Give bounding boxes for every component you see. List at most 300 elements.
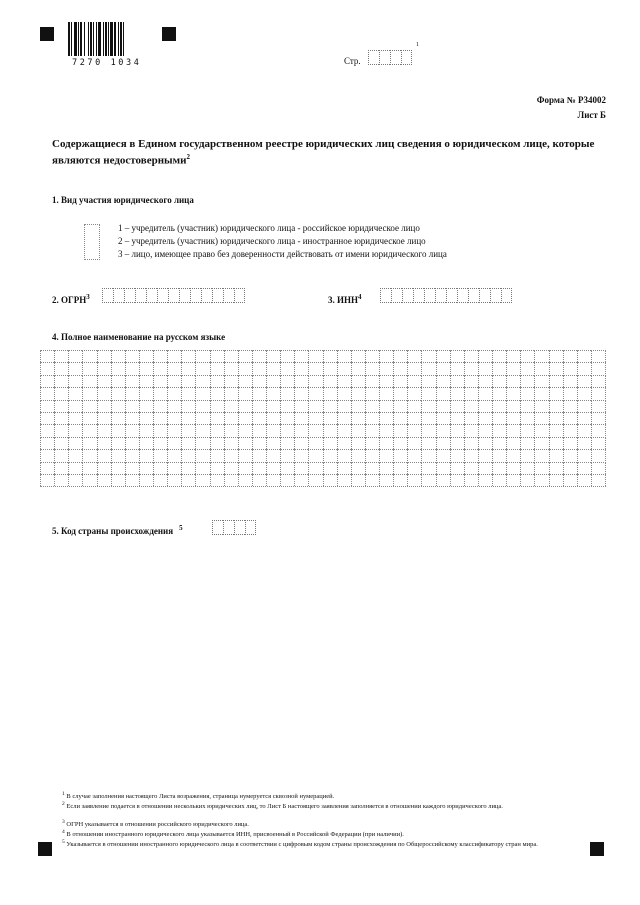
full-name-cell[interactable] (379, 362, 393, 374)
full-name-cell[interactable] (492, 362, 506, 374)
full-name-cell[interactable] (294, 449, 308, 461)
full-name-cell[interactable] (534, 474, 548, 486)
full-name-cell[interactable] (563, 387, 577, 399)
full-name-cell[interactable] (506, 474, 520, 486)
full-name-cell[interactable] (379, 350, 393, 362)
full-name-cell[interactable] (125, 400, 139, 412)
full-name-cell[interactable] (492, 449, 506, 461)
full-name-cell[interactable] (421, 400, 435, 412)
full-name-cell[interactable] (224, 474, 238, 486)
full-name-cell[interactable] (407, 400, 421, 412)
page-cell[interactable] (390, 50, 401, 65)
full-name-cell[interactable] (139, 412, 153, 424)
full-name-cell[interactable] (492, 462, 506, 474)
full-name-cell[interactable] (294, 437, 308, 449)
full-name-cell[interactable] (224, 424, 238, 436)
full-name-cell[interactable] (82, 387, 96, 399)
full-name-cell[interactable] (591, 350, 606, 362)
full-name-cell[interactable] (153, 462, 167, 474)
full-name-cell[interactable] (421, 424, 435, 436)
full-name-cell[interactable] (97, 412, 111, 424)
full-name-cell[interactable] (534, 437, 548, 449)
full-name-cell[interactable] (210, 474, 224, 486)
full-name-cell[interactable] (153, 437, 167, 449)
full-name-cell[interactable] (450, 375, 464, 387)
full-name-cell[interactable] (365, 424, 379, 436)
full-name-cell[interactable] (450, 412, 464, 424)
full-name-cell[interactable] (195, 350, 209, 362)
full-name-cell[interactable] (181, 474, 195, 486)
full-name-cell[interactable] (111, 474, 125, 486)
full-name-cell[interactable] (337, 350, 351, 362)
full-name-cell[interactable] (238, 412, 252, 424)
full-name-cell[interactable] (506, 437, 520, 449)
full-name-cell[interactable] (577, 375, 591, 387)
full-name-cell[interactable] (464, 362, 478, 374)
full-name-cell[interactable] (40, 387, 54, 399)
full-name-cell[interactable] (252, 375, 266, 387)
full-name-cell[interactable] (68, 474, 82, 486)
full-name-cell[interactable] (266, 362, 280, 374)
full-name-cell[interactable] (464, 412, 478, 424)
full-name-cell[interactable] (40, 474, 54, 486)
full-name-cell[interactable] (464, 350, 478, 362)
page-number-cells[interactable] (368, 50, 412, 65)
full-name-cell[interactable] (195, 412, 209, 424)
full-name-cell[interactable] (167, 474, 181, 486)
full-name-cell[interactable] (97, 462, 111, 474)
full-name-cell[interactable] (464, 474, 478, 486)
full-name-cell[interactable] (393, 449, 407, 461)
full-name-cell[interactable] (181, 350, 195, 362)
full-name-cell[interactable] (280, 412, 294, 424)
full-name-cell[interactable] (308, 387, 322, 399)
full-name-cell[interactable] (577, 449, 591, 461)
full-name-cell[interactable] (40, 375, 54, 387)
full-name-cell[interactable] (421, 387, 435, 399)
full-name-cell[interactable] (252, 462, 266, 474)
full-name-cell[interactable] (577, 474, 591, 486)
full-name-cell[interactable] (421, 412, 435, 424)
full-name-cell[interactable] (393, 375, 407, 387)
full-name-cell[interactable] (323, 350, 337, 362)
full-name-cell[interactable] (478, 400, 492, 412)
full-name-cell[interactable] (379, 437, 393, 449)
full-name-cell[interactable] (153, 387, 167, 399)
full-name-cell[interactable] (266, 350, 280, 362)
full-name-cell[interactable] (492, 412, 506, 424)
full-name-cell[interactable] (549, 474, 563, 486)
full-name-cell[interactable] (549, 424, 563, 436)
full-name-cell[interactable] (210, 449, 224, 461)
full-name-cell[interactable] (436, 412, 450, 424)
full-name-cell[interactable] (139, 462, 153, 474)
full-name-cell[interactable] (195, 437, 209, 449)
ogrn-cell[interactable] (201, 288, 212, 303)
full-name-cell[interactable] (54, 424, 68, 436)
full-name-cell[interactable] (393, 400, 407, 412)
full-name-cell[interactable] (68, 437, 82, 449)
full-name-cell[interactable] (577, 424, 591, 436)
full-name-cell[interactable] (577, 462, 591, 474)
full-name-cell[interactable] (337, 412, 351, 424)
full-name-cell[interactable] (111, 350, 125, 362)
full-name-cell[interactable] (365, 400, 379, 412)
full-name-cell[interactable] (351, 350, 365, 362)
inn-cell[interactable] (413, 288, 424, 303)
full-name-cell[interactable] (478, 474, 492, 486)
full-name-cell[interactable] (111, 412, 125, 424)
full-name-cell[interactable] (436, 474, 450, 486)
full-name-cell[interactable] (195, 387, 209, 399)
full-name-cell[interactable] (111, 375, 125, 387)
full-name-cell[interactable] (210, 400, 224, 412)
full-name-cell[interactable] (492, 424, 506, 436)
full-name-cell[interactable] (252, 412, 266, 424)
full-name-cell[interactable] (407, 387, 421, 399)
full-name-cell[interactable] (266, 474, 280, 486)
full-name-cell[interactable] (563, 462, 577, 474)
full-name-cell[interactable] (478, 387, 492, 399)
full-name-cell[interactable] (294, 424, 308, 436)
full-name-cell[interactable] (82, 375, 96, 387)
full-name-cell[interactable] (379, 412, 393, 424)
full-name-cell[interactable] (82, 350, 96, 362)
full-name-cell[interactable] (224, 387, 238, 399)
full-name-row[interactable] (40, 350, 606, 362)
full-name-cell[interactable] (238, 362, 252, 374)
full-name-cell[interactable] (506, 387, 520, 399)
full-name-cell[interactable] (591, 387, 606, 399)
full-name-row[interactable] (40, 437, 606, 449)
full-name-cell[interactable] (407, 424, 421, 436)
full-name-cell[interactable] (520, 424, 534, 436)
full-name-cell[interactable] (139, 400, 153, 412)
full-name-cell[interactable] (167, 350, 181, 362)
full-name-cell[interactable] (506, 412, 520, 424)
full-name-cell[interactable] (450, 474, 464, 486)
full-name-cell[interactable] (40, 462, 54, 474)
country-code-cell[interactable] (245, 520, 256, 535)
full-name-row[interactable] (40, 474, 606, 486)
full-name-cell[interactable] (252, 362, 266, 374)
full-name-cell[interactable] (266, 424, 280, 436)
full-name-cell[interactable] (379, 400, 393, 412)
full-name-cell[interactable] (125, 424, 139, 436)
full-name-cell[interactable] (68, 387, 82, 399)
inn-cell[interactable] (435, 288, 446, 303)
full-name-cell[interactable] (563, 449, 577, 461)
full-name-cell[interactable] (97, 449, 111, 461)
full-name-cell[interactable] (393, 437, 407, 449)
full-name-cell[interactable] (506, 449, 520, 461)
full-name-cell[interactable] (549, 387, 563, 399)
full-name-cell[interactable] (68, 412, 82, 424)
full-name-cell[interactable] (506, 362, 520, 374)
full-name-cell[interactable] (280, 437, 294, 449)
full-name-cell[interactable] (252, 449, 266, 461)
ogrn-cell[interactable] (146, 288, 157, 303)
full-name-cell[interactable] (54, 412, 68, 424)
full-name-cell[interactable] (450, 437, 464, 449)
full-name-cell[interactable] (238, 462, 252, 474)
full-name-cell[interactable] (365, 362, 379, 374)
full-name-cell[interactable] (40, 400, 54, 412)
full-name-cell[interactable] (421, 449, 435, 461)
full-name-cell[interactable] (308, 424, 322, 436)
full-name-cell[interactable] (520, 437, 534, 449)
inn-cell[interactable] (501, 288, 512, 303)
full-name-cell[interactable] (266, 437, 280, 449)
full-name-cell[interactable] (280, 387, 294, 399)
full-name-cell[interactable] (82, 424, 96, 436)
full-name-cell[interactable] (365, 350, 379, 362)
full-name-cell[interactable] (577, 400, 591, 412)
full-name-cell[interactable] (167, 362, 181, 374)
full-name-cell[interactable] (591, 449, 606, 461)
country-code-input[interactable] (212, 520, 256, 535)
full-name-cell[interactable] (450, 424, 464, 436)
full-name-cell[interactable] (591, 375, 606, 387)
full-name-row[interactable] (40, 424, 606, 436)
full-name-cell[interactable] (181, 375, 195, 387)
ogrn-cell[interactable] (113, 288, 124, 303)
full-name-cell[interactable] (577, 437, 591, 449)
full-name-cell[interactable] (323, 424, 337, 436)
full-name-cell[interactable] (68, 462, 82, 474)
full-name-cell[interactable] (478, 449, 492, 461)
full-name-cell[interactable] (365, 449, 379, 461)
full-name-cell[interactable] (393, 350, 407, 362)
full-name-cell[interactable] (591, 474, 606, 486)
full-name-cell[interactable] (534, 462, 548, 474)
full-name-cell[interactable] (478, 437, 492, 449)
full-name-cell[interactable] (40, 412, 54, 424)
full-name-cell[interactable] (323, 387, 337, 399)
full-name-cell[interactable] (337, 437, 351, 449)
full-name-cell[interactable] (238, 449, 252, 461)
full-name-cell[interactable] (365, 375, 379, 387)
full-name-cell[interactable] (125, 387, 139, 399)
full-name-cell[interactable] (534, 350, 548, 362)
full-name-cell[interactable] (181, 400, 195, 412)
full-name-cell[interactable] (549, 449, 563, 461)
full-name-cell[interactable] (195, 375, 209, 387)
full-name-cell[interactable] (379, 449, 393, 461)
full-name-cell[interactable] (563, 424, 577, 436)
full-name-cell[interactable] (577, 412, 591, 424)
full-name-cell[interactable] (407, 474, 421, 486)
full-name-cell[interactable] (351, 449, 365, 461)
full-name-cell[interactable] (379, 462, 393, 474)
full-name-cell[interactable] (577, 350, 591, 362)
full-name-cell[interactable] (421, 362, 435, 374)
full-name-cell[interactable] (421, 350, 435, 362)
full-name-cell[interactable] (337, 474, 351, 486)
full-name-cell[interactable] (97, 362, 111, 374)
full-name-cell[interactable] (379, 474, 393, 486)
full-name-cell[interactable] (308, 375, 322, 387)
full-name-cell[interactable] (54, 449, 68, 461)
full-name-cell[interactable] (252, 424, 266, 436)
full-name-cell[interactable] (82, 437, 96, 449)
inn-cell[interactable] (380, 288, 391, 303)
full-name-cell[interactable] (492, 400, 506, 412)
full-name-cell[interactable] (577, 387, 591, 399)
full-name-cell[interactable] (421, 375, 435, 387)
full-name-cell[interactable] (506, 350, 520, 362)
full-name-cell[interactable] (181, 424, 195, 436)
full-name-cell[interactable] (308, 437, 322, 449)
full-name-cell[interactable] (436, 387, 450, 399)
full-name-cell[interactable] (351, 437, 365, 449)
full-name-cell[interactable] (563, 412, 577, 424)
full-name-cell[interactable] (54, 462, 68, 474)
full-name-cell[interactable] (40, 424, 54, 436)
full-name-cell[interactable] (464, 424, 478, 436)
full-name-cell[interactable] (125, 412, 139, 424)
ogrn-cell[interactable] (190, 288, 201, 303)
full-name-cell[interactable] (153, 362, 167, 374)
full-name-cell[interactable] (82, 362, 96, 374)
full-name-cell[interactable] (308, 400, 322, 412)
full-name-cell[interactable] (393, 462, 407, 474)
full-name-cell[interactable] (167, 387, 181, 399)
full-name-cell[interactable] (464, 437, 478, 449)
full-name-cell[interactable] (478, 412, 492, 424)
full-name-cell[interactable] (436, 437, 450, 449)
full-name-cell[interactable] (153, 449, 167, 461)
full-name-row[interactable] (40, 400, 606, 412)
full-name-cell[interactable] (139, 474, 153, 486)
full-name-cell[interactable] (478, 362, 492, 374)
full-name-cell[interactable] (167, 437, 181, 449)
full-name-cell[interactable] (308, 474, 322, 486)
full-name-cell[interactable] (393, 362, 407, 374)
full-name-cell[interactable] (54, 474, 68, 486)
full-name-cell[interactable] (153, 412, 167, 424)
full-name-cell[interactable] (337, 387, 351, 399)
ogrn-cell[interactable] (179, 288, 190, 303)
full-name-cell[interactable] (436, 350, 450, 362)
full-name-row[interactable] (40, 412, 606, 424)
full-name-cell[interactable] (450, 387, 464, 399)
full-name-cell[interactable] (520, 375, 534, 387)
full-name-row[interactable] (40, 462, 606, 474)
full-name-cell[interactable] (54, 375, 68, 387)
full-name-cell[interactable] (450, 462, 464, 474)
full-name-cell[interactable] (266, 449, 280, 461)
full-name-cell[interactable] (520, 462, 534, 474)
full-name-cell[interactable] (549, 462, 563, 474)
full-name-cell[interactable] (224, 400, 238, 412)
full-name-cell[interactable] (520, 362, 534, 374)
full-name-cell[interactable] (125, 375, 139, 387)
full-name-cell[interactable] (181, 362, 195, 374)
full-name-cell[interactable] (337, 462, 351, 474)
full-name-cell[interactable] (379, 375, 393, 387)
full-name-cell[interactable] (266, 412, 280, 424)
full-name-cell[interactable] (478, 462, 492, 474)
full-name-cell[interactable] (167, 400, 181, 412)
full-name-cell[interactable] (125, 462, 139, 474)
full-name-cell[interactable] (181, 387, 195, 399)
full-name-cell[interactable] (365, 437, 379, 449)
full-name-cell[interactable] (506, 424, 520, 436)
full-name-cell[interactable] (478, 375, 492, 387)
full-name-cell[interactable] (181, 412, 195, 424)
full-name-cell[interactable] (337, 449, 351, 461)
full-name-cell[interactable] (167, 424, 181, 436)
full-name-cell[interactable] (351, 412, 365, 424)
full-name-cell[interactable] (591, 424, 606, 436)
full-name-cell[interactable] (125, 350, 139, 362)
full-name-cell[interactable] (82, 449, 96, 461)
full-name-cell[interactable] (153, 400, 167, 412)
full-name-cell[interactable] (224, 437, 238, 449)
full-name-cell[interactable] (450, 350, 464, 362)
full-name-cell[interactable] (534, 449, 548, 461)
ogrn-cell[interactable] (157, 288, 168, 303)
full-name-cell[interactable] (54, 350, 68, 362)
full-name-cell[interactable] (549, 362, 563, 374)
inn-cell[interactable] (424, 288, 435, 303)
full-name-cell[interactable] (195, 362, 209, 374)
full-name-cell[interactable] (323, 437, 337, 449)
full-name-cell[interactable] (351, 462, 365, 474)
full-name-cell[interactable] (210, 424, 224, 436)
full-name-cell[interactable] (407, 362, 421, 374)
full-name-cell[interactable] (520, 387, 534, 399)
ogrn-cell[interactable] (234, 288, 245, 303)
full-name-cell[interactable] (54, 437, 68, 449)
full-name-cell[interactable] (407, 412, 421, 424)
full-name-cell[interactable] (181, 449, 195, 461)
full-name-cell[interactable] (139, 424, 153, 436)
full-name-cell[interactable] (407, 462, 421, 474)
full-name-cell[interactable] (68, 424, 82, 436)
full-name-cell[interactable] (167, 375, 181, 387)
full-name-cell[interactable] (520, 412, 534, 424)
full-name-cell[interactable] (563, 362, 577, 374)
full-name-cell[interactable] (195, 424, 209, 436)
full-name-cell[interactable] (492, 350, 506, 362)
full-name-cell[interactable] (534, 387, 548, 399)
full-name-cell[interactable] (68, 400, 82, 412)
full-name-cell[interactable] (97, 424, 111, 436)
full-name-cell[interactable] (520, 350, 534, 362)
ogrn-cell[interactable] (102, 288, 113, 303)
full-name-cell[interactable] (266, 400, 280, 412)
full-name-cell[interactable] (464, 462, 478, 474)
full-name-cell[interactable] (195, 400, 209, 412)
full-name-cell[interactable] (323, 400, 337, 412)
full-name-cell[interactable] (224, 362, 238, 374)
full-name-cell[interactable] (436, 424, 450, 436)
full-name-cell[interactable] (323, 462, 337, 474)
full-name-cell[interactable] (280, 424, 294, 436)
full-name-cell[interactable] (323, 375, 337, 387)
ogrn-cell[interactable] (223, 288, 234, 303)
full-name-cell[interactable] (478, 424, 492, 436)
full-name-cell[interactable] (365, 474, 379, 486)
full-name-cell[interactable] (421, 474, 435, 486)
full-name-cell[interactable] (365, 412, 379, 424)
inn-cell[interactable] (402, 288, 413, 303)
full-name-cell[interactable] (563, 350, 577, 362)
full-name-cell[interactable] (294, 387, 308, 399)
full-name-cell[interactable] (97, 437, 111, 449)
